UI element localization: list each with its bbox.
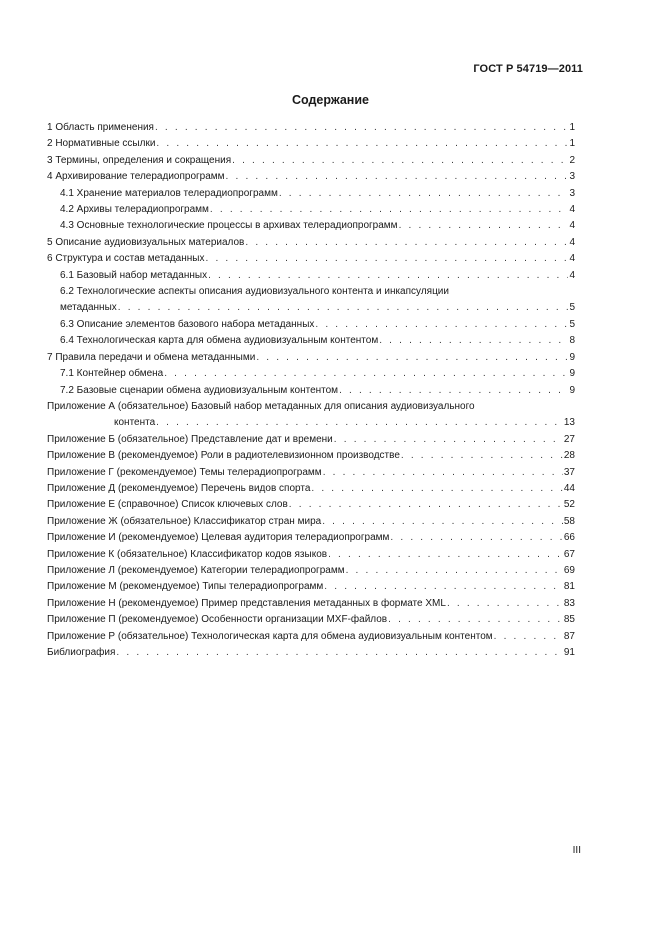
toc-entry[interactable]	[47, 465, 575, 481]
toc-entry[interactable]	[47, 317, 575, 333]
toc-page-number: 4	[569, 220, 575, 232]
toc-entry-row	[60, 333, 575, 349]
toc-page-number: 37	[563, 466, 575, 478]
dot-leader	[401, 448, 563, 464]
toc-page-number: 66	[563, 532, 575, 544]
dot-leader	[156, 415, 563, 431]
toc-page-number: 91	[563, 647, 575, 658]
dot-leader	[279, 186, 569, 202]
toc-entry-title: 6.4 Технологическая карта для обмена аудиовизуальным контентом	[60, 335, 379, 347]
dot-leader	[164, 366, 568, 382]
toc-page-number: 58	[563, 515, 575, 527]
toc-entry-row	[47, 497, 575, 513]
toc-page-number: 3	[569, 171, 575, 183]
toc-entry-title-continuation: метаданных	[60, 302, 117, 314]
toc-entry-title: 6.3 Описание элементов базового набора метаданных	[60, 318, 315, 330]
toc-entry-row	[60, 366, 575, 382]
toc-entry-row	[47, 563, 575, 579]
toc-page-number: 52	[563, 499, 575, 511]
toc-entry-title: Приложение И (рекомендуемое) Целевая аудитория телерадиопрограмм	[47, 532, 390, 544]
toc-page-number: 27	[563, 433, 575, 445]
toc-entry-title: 4 Архивирование телерадиопрограмм	[47, 171, 225, 183]
dot-leader	[494, 629, 563, 645]
page-title: Содержание	[291, 93, 369, 107]
toc-page-number: 4	[569, 204, 575, 216]
dot-leader	[324, 579, 563, 595]
toc-entry-title: Приложение К (обязательное) Классификатор кодов языков	[47, 548, 328, 560]
toc-entry-title: 7.1 Контейнер обмена	[60, 368, 164, 380]
toc-entry-title: 7.2 Базовые сценарии обмена аудиовизуальным контентом	[60, 384, 339, 396]
toc-entry[interactable]	[47, 169, 575, 185]
toc-entry[interactable]	[47, 481, 575, 497]
toc-entry-row	[47, 481, 575, 497]
dot-leader	[118, 300, 569, 316]
dot-leader	[289, 497, 563, 513]
toc-entry-title: Приложение М (рекомендуемое) Типы телерадиопрограмм	[47, 581, 324, 593]
toc-entry-title: Приложение Н (рекомендуемое) Пример представления метаданных в формате XML	[47, 597, 446, 609]
toc-entry[interactable]	[47, 120, 575, 136]
toc-entry[interactable]	[47, 629, 575, 645]
toc-entry[interactable]	[47, 596, 575, 612]
toc-entry[interactable]	[47, 153, 575, 169]
toc-entry-row	[47, 465, 575, 481]
page-number: III	[572, 845, 581, 856]
toc-entry-row	[47, 169, 575, 185]
toc-entry-title: Приложение Л (рекомендуемое) Категории телерадиопрограмм	[47, 564, 345, 576]
dot-leader	[399, 218, 569, 234]
toc-entry[interactable]	[47, 530, 575, 546]
toc-page-number: 28	[563, 450, 575, 462]
toc-entry[interactable]	[47, 186, 575, 202]
toc-entry-title: Приложение П (рекомендуемое) Особенности организации MXF-файлов	[47, 614, 388, 626]
toc-page-number: 83	[563, 597, 575, 609]
toc-entry[interactable]	[47, 399, 575, 432]
toc-entry[interactable]	[47, 284, 575, 317]
dot-leader	[322, 514, 563, 530]
toc-page-number: 67	[563, 548, 575, 560]
toc-page-number: 4	[569, 269, 575, 281]
toc-entry-title: Приложение Б (обязательное) Представление дат и времени	[47, 433, 333, 445]
toc-entry[interactable]	[47, 612, 575, 628]
toc-entry-row	[47, 432, 575, 448]
toc-entry-row	[47, 120, 575, 136]
toc-entry[interactable]	[47, 235, 575, 251]
dot-leader	[390, 530, 562, 546]
dot-leader	[210, 202, 569, 218]
toc-entry-row	[60, 383, 575, 399]
toc-entry-row	[47, 136, 575, 152]
toc-page-number: 4	[569, 236, 575, 248]
toc-entry-title: 5 Описание аудиовизуальных материалов	[47, 236, 245, 248]
dot-leader	[388, 612, 563, 628]
dot-leader	[311, 481, 562, 497]
toc-entry-row	[60, 317, 575, 333]
toc-page-number: 69	[563, 564, 575, 576]
toc-entry-title: 4.1 Хранение материалов телерадиопрограмм	[60, 187, 278, 199]
toc-entry[interactable]	[47, 514, 575, 530]
toc-page-number: 5	[569, 318, 575, 330]
toc-entry[interactable]	[47, 383, 575, 399]
toc-page-number: 1	[569, 122, 575, 133]
table-of-contents	[47, 120, 575, 661]
dot-leader	[346, 563, 563, 579]
toc-entry-title: Приложение Д (рекомендуемое) Перечень видов спорта	[47, 482, 311, 494]
dot-leader	[323, 465, 563, 481]
toc-entry-title: 6.1 Базовый набор метаданных	[60, 269, 208, 281]
toc-entry[interactable]	[47, 547, 575, 563]
toc-entry[interactable]	[47, 218, 575, 234]
toc-page-number: 3	[569, 187, 575, 199]
toc-entry-row	[60, 268, 575, 284]
toc-page-number: 1	[569, 138, 575, 150]
toc-page-number: 4	[569, 253, 575, 265]
toc-entry-row	[60, 218, 575, 234]
toc-entry[interactable]	[47, 202, 575, 218]
dot-leader	[245, 235, 568, 251]
toc-entry[interactable]	[47, 563, 575, 579]
dot-leader	[379, 333, 568, 349]
toc-entry-row	[47, 612, 575, 628]
toc-entry[interactable]	[47, 366, 575, 382]
toc-entry-row	[47, 514, 575, 530]
toc-entry[interactable]	[47, 251, 575, 267]
dot-leader	[315, 317, 568, 333]
toc-entry-row	[47, 629, 575, 645]
toc-entry-title: Приложение А (обязательное) Базовый набор метаданных для описания аудиовизуального	[47, 400, 475, 412]
dot-leader	[328, 547, 563, 563]
toc-entry-title: Приложение Г (рекомендуемое) Темы телерадиопрограмм	[47, 466, 322, 478]
toc-entry-row	[47, 448, 575, 464]
toc-entry-row	[47, 235, 575, 251]
toc-entry[interactable]	[47, 645, 575, 661]
toc-page-number: 5	[569, 302, 575, 314]
toc-entry-title: 3 Термины, определения и сокращения	[47, 154, 232, 166]
toc-entry[interactable]	[47, 268, 575, 284]
dot-leader	[447, 596, 563, 612]
toc-entry-row	[47, 251, 575, 267]
toc-entry-title: Приложение Ж (обязательное) Классификатор стран мира	[47, 515, 322, 527]
dot-leader	[226, 169, 569, 185]
toc-entry-row	[47, 645, 575, 661]
toc-entry[interactable]	[47, 350, 575, 366]
toc-entry-row	[47, 153, 575, 169]
toc-entry-row	[47, 547, 575, 563]
toc-entry-title: 6 Структура и состав метаданных	[47, 253, 205, 265]
toc-page-number: 44	[563, 482, 575, 494]
toc-page-number: 9	[569, 368, 575, 380]
toc-entry[interactable]	[47, 579, 575, 595]
toc-entry-row	[60, 202, 575, 218]
toc-page-number: 2	[569, 154, 575, 166]
toc-entry-row	[60, 186, 575, 202]
toc-entry[interactable]	[47, 497, 575, 513]
toc-entry-row	[47, 350, 575, 366]
dot-leader	[256, 350, 568, 366]
dot-leader	[334, 432, 563, 448]
dot-leader	[208, 268, 568, 284]
toc-entry-title: 6.2 Технологические аспекты описания аудиовизуального контента и инкапсуляции	[60, 286, 449, 298]
toc-page-number: 87	[563, 630, 575, 642]
toc-page-number: 9	[569, 384, 575, 396]
dot-leader	[156, 136, 568, 152]
toc-entry[interactable]	[47, 448, 575, 464]
toc-page-number: 9	[569, 351, 575, 363]
toc-page-number: 13	[563, 417, 575, 429]
toc-entry-title: Приложение Е (справочное) Список ключевых слов	[47, 499, 288, 511]
toc-entry-row	[47, 530, 575, 546]
toc-entry-title: Приложение Р (обязательное) Технологическая карта для обмена аудиовизуальным контентом	[47, 630, 493, 642]
toc-entry[interactable]	[47, 136, 575, 152]
dot-leader	[205, 251, 568, 267]
toc-entry-row	[47, 596, 575, 612]
dot-leader	[155, 120, 568, 136]
document-id: ГОСТ Р 54719—2011	[473, 63, 583, 75]
toc-page-number: 81	[563, 581, 575, 593]
toc-entry-row	[47, 415, 575, 431]
dot-leader	[116, 645, 562, 661]
dot-leader	[232, 153, 568, 169]
toc-entry-title: 7 Правила передачи и обмена метаданными	[47, 351, 256, 363]
toc-page-number: 8	[569, 335, 575, 347]
toc-entry-title: 4.3 Основные технологические процессы в архивах телерадиопрограмм	[60, 220, 398, 232]
toc-entry-row	[60, 300, 575, 316]
dot-leader	[339, 383, 568, 399]
toc-entry-title-continuation: контента	[114, 417, 156, 429]
toc-entry-title: 2 Нормативные ссылки	[47, 138, 156, 150]
toc-entry[interactable]	[47, 432, 575, 448]
toc-entry-title: 1 Область применения	[47, 122, 154, 133]
toc-entry[interactable]	[47, 333, 575, 349]
toc-entry-title: Библиография	[47, 647, 116, 658]
toc-entry-title: Приложение В (рекомендуемое) Роли в радиотелевизионном производстве	[47, 450, 400, 462]
toc-page-number: 85	[563, 614, 575, 626]
toc-entry-title: 4.2 Архивы телерадиопрограмм	[60, 204, 209, 216]
toc-entry-row	[47, 579, 575, 595]
